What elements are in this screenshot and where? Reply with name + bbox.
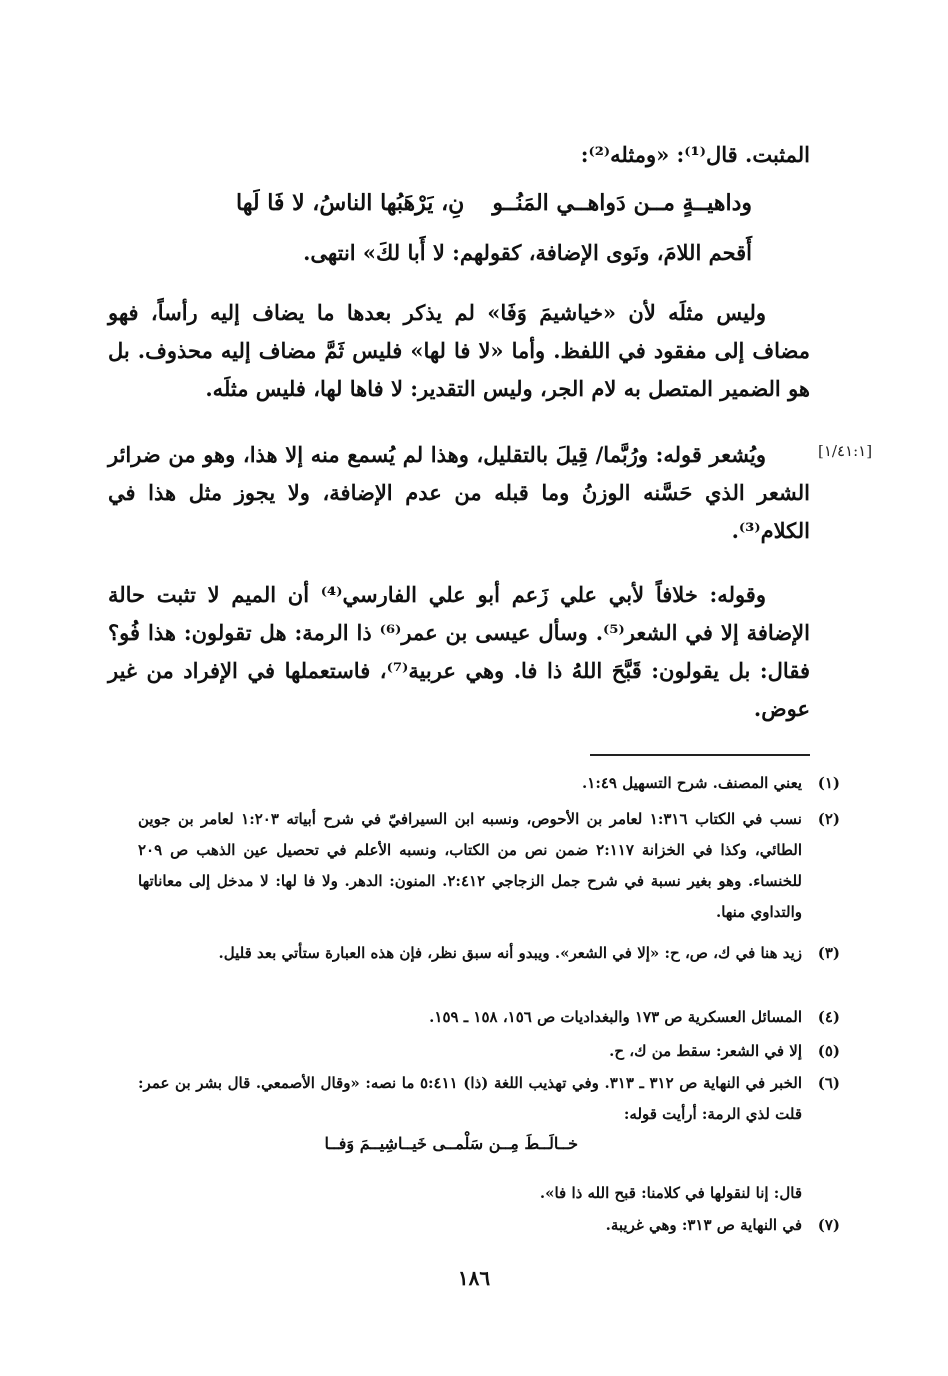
footnote-3 — [138, 938, 840, 969]
verse-first-hemistich: وداهيــةٍ مــن دَواهــي المَنُــو — [492, 190, 752, 216]
footnote-number: (٧) — [817, 1216, 840, 1234]
paragraph-2: ويُشعر قوله: ورُبَّما/ قِيلَ بالتقليل، وهذا لم يُسمع منه إلا هذا، وهو من ضرائر الشعر الذي حَسَّنه الوزنُ وما قبله من عدم الإضافة، ولا يجوز مثل هذا في الكلام⁽³⁾. — [108, 442, 810, 543]
footnote-text: يعني المصنف. شرح التسهيل ١:٤٩. — [582, 774, 802, 792]
footnote-text: إلا في الشعر: سقط من ك، ح. — [609, 1042, 802, 1060]
footnote-6-tail — [242, 1178, 802, 1209]
footnote-number: (٤) — [817, 1008, 840, 1026]
footnote-number: (١) — [817, 774, 840, 792]
footnote-1 — [138, 768, 840, 799]
footnote-text: قال: إنا لنقولها في كلامنا: قبح الله ذا فا». — [539, 1184, 802, 1202]
footnote-text: في النهاية ص ٣١٣: وهي غريبة. — [605, 1216, 802, 1234]
footnote-6 — [138, 1068, 840, 1130]
footnote-text: المسائل العسكرية ص ١٧٣ والبغداديات ص ١٥٦، ١٥٨ ـ ١٥٩. — [429, 1008, 802, 1026]
footnote-7 — [138, 1210, 840, 1241]
paragraph-1: وليس مثلَه لأن «خياشيمَ وَفَا» لم يذكر بعدها ما يضاف إليه رأساً، فهو مضاف إلى مفقود في اللفظ. وأما «لا فا لها» فليس ثَمَّ مضاف إليه محذوف. بل هو الضمير المتصل به لام الجر، وليس التقدير: لا فاها لها، فليس مثلَه. — [108, 300, 810, 401]
footnote-2 — [138, 804, 840, 928]
footnote-number: (٢) — [817, 810, 840, 828]
verse-second-hemistich: نِ، يَرْهَبُها الناسُ، لا فَا لَها — [236, 190, 465, 216]
footnote-5 — [138, 1036, 840, 1067]
footnote-text: زيد هنا في ك، ص، ح: «إلا في الشعر». ويبدو أنه سبق نظر، فإن هذه العبارة ستأتي بعد قليل. — [218, 944, 802, 962]
footnote-divider — [590, 754, 810, 756]
footnote-number: (٥) — [817, 1042, 840, 1060]
margin-reference: [١/٤١:١] — [818, 442, 873, 460]
footnote-4 — [138, 1002, 840, 1033]
footnote-text: نسب في الكتاب ١:٣١٦ لعامر بن الأحوص، ونسبه ابن السيرافيّ في شرح أبياته ١:٢٠٣ لعامر بن جوين الطائي، وكذا في الخزانة ٢:١١٧ ضمن نص من الكتاب، ونسبه الأعلم في تحصيل عين الذهب ص ٢٠٩ للخنساء. وهو بغير نسبة في شرح جمل الزجاجي ٢:٤١٢. المنون: الدهر. ولا فا لها: لا مدخل إلى معاناتها والتداوي منها. — [138, 810, 803, 921]
page-number: ١٨٦ — [457, 1266, 491, 1290]
footnote-number: (٣) — [817, 944, 840, 962]
footnote-text: الخبر في النهاية ص ٣١٢ ـ ٣١٣. وفي تهذيب اللغة (ذا) ٥:٤١١ ما نصه: «وقال الأصمعي. قال بشر بن عمر: قلت لذي الرمة: أرأيت قوله: — [138, 1074, 803, 1123]
footnote-number: (٦) — [817, 1074, 840, 1092]
body-line-3: أَقحم اللامَ، ونَوى الإضافة، كقولهم: لا أَبا لكَ» انتهى. — [303, 240, 752, 265]
paragraph-3: وقوله: خلافاً لأبي علي زَعم أبو علي الفارسي⁽⁴⁾ أن الميم لا تثبت حالة الإضافة إلا في الشعر⁽⁵⁾. وسأل عيسى بن عمر⁽⁶⁾ ذا الرمة: هل تقولون: هذا فُو؟ فقال: بل يقولون: قَبَّحَ اللهُ ذا فا. وهي عربية⁽⁷⁾، فاستعملها في الإفراد من غير عوض. — [108, 582, 810, 721]
body-line-1: المثبت. قال⁽¹⁾: «ومثله⁽²⁾: — [580, 142, 810, 167]
verse-line — [236, 190, 752, 216]
footnote-6-verse: خــالَــطَ مِــن سَلْمــى خَيــاشِيــمَ وَفــا — [324, 1134, 578, 1153]
